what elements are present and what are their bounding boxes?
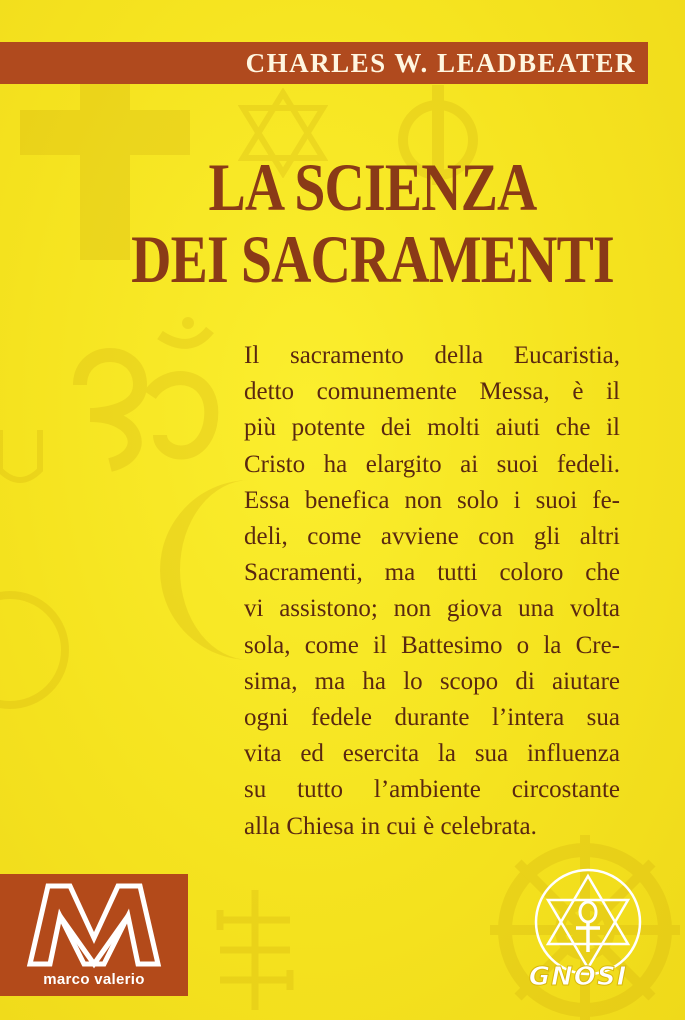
blurb-line: alla Chiesa in cui è celebrata. xyxy=(244,812,537,840)
blurb-line: vi assistono; non giova una volta xyxy=(244,595,620,623)
mv-monogram-icon xyxy=(24,880,164,970)
blurb-line: Essa benefica non solo i suoi fe- xyxy=(244,486,620,514)
blurb-line: detto comunemente Messa, è il xyxy=(244,378,620,406)
yin-yang-icon xyxy=(0,560,70,740)
blurb-line: su tutto l’ambiente circostante xyxy=(244,776,620,804)
blurb-text xyxy=(244,338,620,845)
blurb-line: Cristo ha elargito ai suoi fedeli. xyxy=(244,450,620,478)
blurb-line: ogni fedele durante l’intera sua xyxy=(244,704,620,732)
title-line-1: LA SCIENZA xyxy=(208,149,537,225)
menorah-icon xyxy=(0,420,50,500)
om-icon xyxy=(60,315,230,475)
blurb-line: Sacramenti, ma tutti coloro che xyxy=(244,559,620,587)
blurb-line: deli, come avviene con gli altri xyxy=(244,523,620,551)
blurb-line: più potente dei molti aiuti che il xyxy=(244,414,620,442)
blurb-line: sola, come il Battesimo o la Cre- xyxy=(244,631,620,659)
title-line-2: DEI SACRAMENTI xyxy=(131,221,614,297)
vegvisir-icon xyxy=(210,890,300,1010)
author-band xyxy=(0,42,648,84)
blurb-line: vita ed esercita la sua influenza xyxy=(244,740,620,768)
publisher-name: marco valerio xyxy=(43,971,145,988)
publisher-logo xyxy=(0,874,188,996)
author-name: CHARLES W. LEADBEATER xyxy=(245,47,636,78)
blurb-line: sima, ma ha lo scopo di aiutare xyxy=(244,667,620,695)
series-name: GNOSI xyxy=(528,962,628,992)
blurb-line: Il sacramento della Eucaristia, xyxy=(244,342,620,369)
